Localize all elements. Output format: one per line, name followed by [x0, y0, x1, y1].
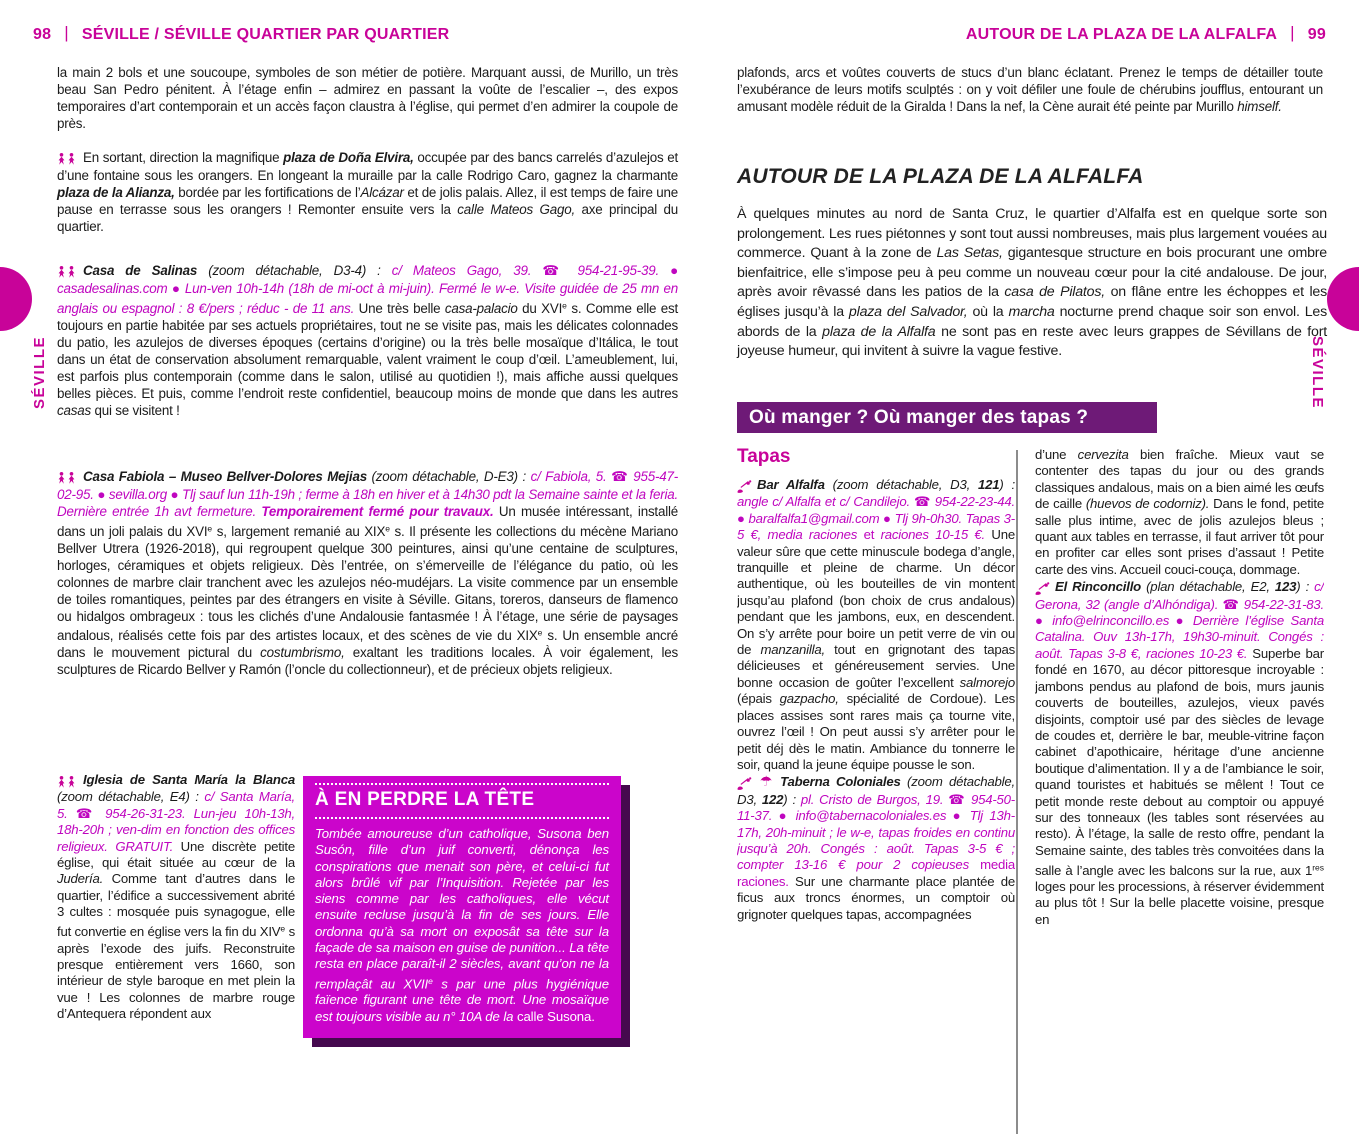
header-divider: | [1290, 23, 1295, 42]
entry-text: Casa Fabiola – Museo Bellver-Dolores Mejias (zoom détachable, D-E3) : c/ Fabiola, 5. ☎ 955-47-02-95. ● sevilla.org ● Tlj sauf lun 11h-19h ; ferme à 18h en hiver et à 14h30 pdt la Semaine sainte et la feria. Dernière entrée 1h avt fermeture. Temporairement fermé pour travaux. Un musée intéressant, installé dans un joli palais du XVIe s, largement remanié au XIXe s. Il présente les collections du mécène Mariano Bellver Utrera (1926-2018), qui regroupent quelque 300 peintures, ainsi qu’une centaine de sculptures, horloges, céramiques et objets religieux. Dès l’entrée, on s’émerveille de l’élégance du patio, où les colonnes de marbre clair tranchent avec les azulejos néo-mudéjars. La visite commence par un ensemble de toiles romantiques, peintes par des étrangers en visite à Séville. Gitans, toreros, danseurs de flamenco ou hidalgos ombrageux : tous les clichés d’une Andalousie fantasmée ! À l’étage, une série de paysages andalous, réalisés cette fois par des artistes locaux, et des scènes de vie du XIXe s. Un ensemble ancré dans le mouvement pictural du costumbrismo, exaltant les traditions locales. À voir également, les sculptures de Ricardo Bellver y Ramón (l’oncle du collectionneur), et de précieux objets religieux. [57, 469, 679, 677]
entry-text: Iglesia de Santa María la Blanca (zoom détachable, E4) : c/ Santa María, 5. ☎ 954-26-31-23. Lun-jeu 10h-13h, 18h-20h ; ven-dim en fonction des offices religieux. GRATUIT. Une discrète petite église, qui était située au cœur de la Judería. Comme tant d’autres dans le quartier, l’édifice a successivement abrité 3 cultes : mosquée puis synagogue, elle fut convertie en église vers la fin du XIVe s après l’exode des juifs. Reconstruite presque entièrement vers 1660, son intérieur de style baroque en met plein la vue ! Les colonnes de marbre rouge d’Antequera répondent aux [57, 772, 295, 1022]
entry-text: Taberna Coloniales (zoom détachable, D3, 122) : pl. Cristo de Burgos, 19. ☎ 954-50-11-37. ● info@tabernacoloniales.es ● Tlj 13h-17h, 20h-minuit ; le w-e, tapas froides en continu jusqu’à 20h. Congés : août. Tapas 3-5 € ; compter 13-16 € pour 2 copieuses media raciones. Sur une charmante place plantée de ficus aux troncs énormes, un comptoir où grignoter quelques tapas, accompagnées [737, 774, 1015, 922]
right-edge-tab [1327, 267, 1359, 331]
entry-casa-de-salinas [57, 262, 678, 419]
paragraph-stucs: plafonds, arcs et voûtes couverts de stucs d’un blanc éclatant. Prenez le temps de détailler toute l’exubérance de leurs motifs sculptés : on y voit défiler une foule de chérubins joufflus, entourant un amusant modèle réduit de la Giralda ! Dans la nef, la Cène aurait été peinte par Murillo himself. [737, 65, 1323, 114]
entry-el-rinconcillo [1035, 579, 1324, 928]
entry-casa-fabiola [57, 468, 678, 678]
paragraph-potiere: la main 2 bols et une soucoupe, symboles de son métier de potière. Marquant aussi, de Murillo, un très beau San Pedro pénitent. À l’étage enfin – admirez en passant la voûte de l’escalier –, des expos temporaires d’art contemporain et un accès façon claustra à l’église, qui permet d’en admirer la coupole de près. [57, 65, 678, 131]
left-running-title: SÉVILLE / SÉVILLE QUARTIER PAR QUARTIER [81, 26, 450, 43]
right-page-column-2 [1035, 447, 1324, 1134]
sight-people-icon [57, 469, 78, 486]
header-divider: | [64, 23, 69, 42]
column-divider-rule [1016, 450, 1018, 1134]
left-edge-tab [0, 267, 32, 331]
entry-text: Bar Alfalfa (zoom détachable, D3, 121) : angle c/ Alfalfa et c/ Candilejo. ☎ 954-22-23-44. ● baralfalfa1@gmail.com ● Tlj 9h-0h30. Tapas 3-5 €, media raciones et raciones 10-15 €. Une valeur sûre que cette minuscule bodega d’angle, tranquille et pleine de charme. Un décor authentique, où les bouteilles de vin montent jusqu’au plafond (bon choix de crus andalous) pendant que les jambons, eux, en descendent. On s’y arrête pour boire un petit verre de vin ou de manzanilla, tout en grignotant des tapas délicieuses et généreusement servies. Une bonne occasion de goûter l’excellent salmorejo (épais gazpacho, spécialité de Cordoue). Les places assises sont rares mais ça tourne vite, ouvrez l’œil ! On peut aussi s’y arrêter pour le petit déj dès le matin. Ambiance du tonnerre le soir, quand la jeune équipe pousse le son. [737, 477, 1015, 772]
entry-iglesia-santa-maria [57, 772, 295, 1098]
banner-ou-manger: Où manger ? Où manger des tapas ? [737, 402, 1157, 433]
feature-box-perdre-la-tete [303, 776, 621, 1038]
entry-bar-alfalfa-continuation: d’une cervezita bien fraîche. Mieux vaut se contenter des tapas du jour ou des grands classiques andalous, mais on a bien aimé les œufs de caille (huevos de codorniz). Dans le fond, petite salle plus intime, avec de jolis azulejos bleus ; quant aux tables en terrasse, il faut arriver tôt pour en profiter car elles sont prises d’assaut ! Petite carte des vins. Accueil couci-couça, dommage. [1035, 447, 1324, 577]
terrace-umbrella-icon: ☂ [757, 774, 776, 791]
entry-taberna-coloniales [737, 774, 1015, 923]
left-page-header [33, 24, 663, 44]
sight-people-icon [57, 150, 78, 167]
right-running-title: AUTOUR DE LA PLAZA DE LA ALFALFA [965, 26, 1278, 43]
right-page-column-1 [737, 477, 1015, 1134]
entry-plaza-dona-elvira [57, 149, 678, 235]
entry-text: El Rinconcillo (plan détachable, E2, 123) : c/ Gerona, 32 (angle d’Alhóndiga). ☎ 954-22-31-83. ● info@elrinconcillo.es ● Derrière l’église Santa Catalina. Ouv 13h-17h, 19h30-minuit. Congés : août. Tapas 3-8 €, raciones 10-23 €. Superbe bar fondé en 1670, au décor pittoresque incroyable : jambons pendus au plafond de bois, murs jaunis couverts de bouteilles, azulejos, vieux pavés disjoints, comptoir usé par des siècles de levage de coudes et, derrière le bar, meuble-vitrine façon cabinet d’apothicaire, héritage d’une ancienne boutique d’alimentation. Il y a de l’ambiance le soir, quand touristes et habitués se mêlent ! Tout ce petit monde reste debout au comptoir ou appuyé sur des tonneaux (les tables sont réservées au resto). À l’étage, la salle de resto offre, pendant la Semaine sainte, des tables très convoitées dans la salle à l’angle avec les balcons sur la rue, aux 1res loges pour les processions, à réserver évidemment au plus tôt ! Sur la belle placette voisine, presque en [1035, 579, 1324, 927]
left-edge-tab-label: SÉVILLE [31, 336, 48, 410]
tapas-icon [737, 775, 752, 791]
sight-people-icon [57, 773, 78, 789]
right-edge-tab-label: SÉVILLE [1309, 336, 1326, 410]
entry-bar-alfalfa [737, 477, 1015, 773]
left-page-number: 98 [33, 26, 52, 43]
subsection-heading-tapas: Tapas [737, 446, 791, 467]
right-page-header [735, 24, 1326, 44]
sight-people-icon [57, 263, 78, 280]
feature-box-title: À EN PERDRE LA TÊTE [315, 783, 609, 819]
tapas-icon [1035, 580, 1050, 596]
tapas-icon [737, 478, 752, 494]
entry-text: Casa de Salinas (zoom détachable, D3-4) : c/ Mateos Gago, 39. ☎ 954-21-95-39. ● casadesalinas.com ● Lun-ven 10h-14h (18h de mi-oct à mi-juin). Fermé le w-e. Visite guidée de 25 mn en anglais ou espagnol : 8 €/pers ; réduc - de 11 ans. Une très belle casa-palacio du XVIe s. Comme elle est toujours en partie habitée par ses actuels propriétaires, tout ne se visite pas, mais les délicates colonnades du patio, les azulejos de diverses époques (certains d’origine) ou la très belle mosaïque d’Itálica, le tout dans un état de conservation absolument remarquable, valent vraiment le coup d’œil. L’ameublement, lui, est parfois plus contemporain (comme dans le salon, utilisé au quotidien !), mais affiche aussi quelques belles pièces. Et puis, comme l’endroit reste confidentiel, beaucoup moins de monde que dans les autres casas qui se visitent ! [57, 263, 678, 418]
section-title-alfalfa: AUTOUR DE LA PLAZA DE LA ALFALFA [737, 165, 1144, 188]
paragraph-alfalfa-intro: À quelques minutes au nord de Santa Cruz, le quartier d’Alfalfa est en quelque sorte son prolongement. Les rues piétonnes y sont tout aussi nombreuses, mais plus largement vouées au commerce. Quant à la zone de Las Setas, gigantesque structure en bois procurant une ombre bienfaitrice, elle s’impose peu à peu comme un nouveau cœur pour la cité andalouse. De jour, après avoir rêvassé dans les patios de la casa de Pilatos, on flâne entre les échoppes et les églises jusqu’à la plaza del Salvador, où la marcha nocturne prend chaque soir son envol. Les abords de la plaza de la Alfalfa ne sont pas en reste avec leurs grappes de Sévillans de fort joyeuse humeur, qui invitent à suivre la vague festive. [737, 206, 1327, 360]
entry-text: En sortant, direction la magnifique plaza de Doña Elvira, occupée par des bancs carrelés d’azulejos et d’une fontaine sous les orangers. En longeant la muraille par la calle Rodrigo Caro, gagnez la charmante plaza de la Alianza, bordée par les fortifications de l’Alcázar et de jolis palais. Allez, il est temps de faire une pause en terrasse sous les orangers ! Remonter ensuite vers la calle Mateos Gago, axe principal du quartier. [57, 150, 678, 234]
feature-box-body: Tombée amoureuse d’un catholique, Susona ben Susón, fille d’un juif converti, dénonça les conspirations que menait son père, et celui-ci fut alors brûlé vif par l’Inquisition. Rejetée par les siens comme par les catholiques, elle vécut ensuite recluse jusqu’à la fin de ses jours. Elle ordonna qu’à sa mort on exposât sa tête sur la façade de sa maison en guise de punition... La tête resta en place paraît-il 2 siècles, avant qu’on ne la remplaçât au XVIIe s par une plus hygiénique faïence figurant une tête de mort. Une mosaïque est toujours visible au n° 10A de la calle Susona. [315, 826, 609, 1024]
right-page-number: 99 [1307, 26, 1326, 43]
